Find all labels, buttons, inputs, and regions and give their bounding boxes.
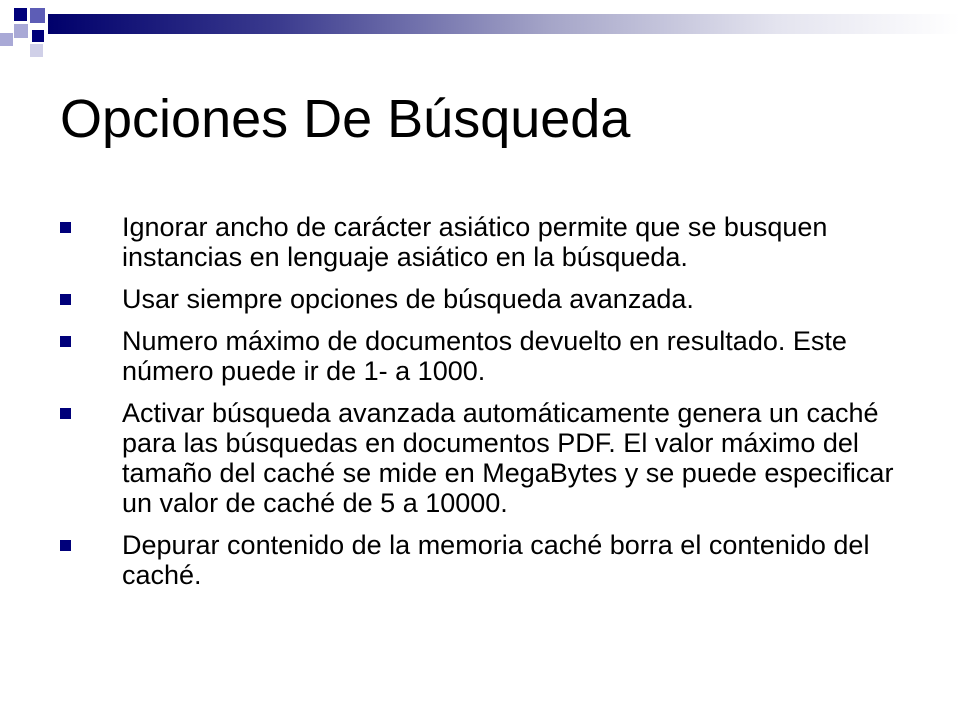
bullet-text: Depurar contenido de la memoria caché borra el contenido del caché.: [122, 530, 870, 590]
header-gradient-band: [48, 14, 960, 34]
deco-square: [14, 24, 28, 38]
deco-square: [32, 30, 44, 42]
bullet-square-icon: [60, 408, 71, 419]
bullet-item: [60, 326, 910, 386]
deco-square: [0, 33, 13, 46]
bullet-item: [60, 530, 910, 590]
bullet-text: Numero máximo de documentos devuelto en resultado. Este número puede ir de 1- a 1000.: [122, 326, 847, 386]
bullet-square-icon: [60, 540, 71, 551]
deco-square: [30, 8, 45, 23]
bullet-square-icon: [60, 222, 71, 233]
deco-square: [14, 8, 27, 21]
bullet-square-icon: [60, 294, 71, 305]
bullet-text: Ignorar ancho de carácter asiático permite que se busquen instancias en lenguaje asiático en la búsqueda.: [122, 212, 828, 272]
bullet-text: Activar búsqueda avanzada automáticamente genera un caché para las búsquedas en documentos PDF. El valor máximo del tamaño del caché se mide en MegaBytes y se puede especificar un valor de caché de 5 a 10000.: [122, 398, 894, 518]
bullet-item: [60, 212, 910, 272]
bullet-list: [60, 212, 910, 602]
deco-square: [30, 44, 43, 57]
bullet-square-icon: [60, 336, 71, 347]
bullet-item: [60, 284, 910, 314]
slide-title: Opciones De Búsqueda: [60, 89, 631, 149]
bullet-text: Usar siempre opciones de búsqueda avanzada.: [122, 284, 694, 314]
bullet-item: [60, 398, 910, 518]
